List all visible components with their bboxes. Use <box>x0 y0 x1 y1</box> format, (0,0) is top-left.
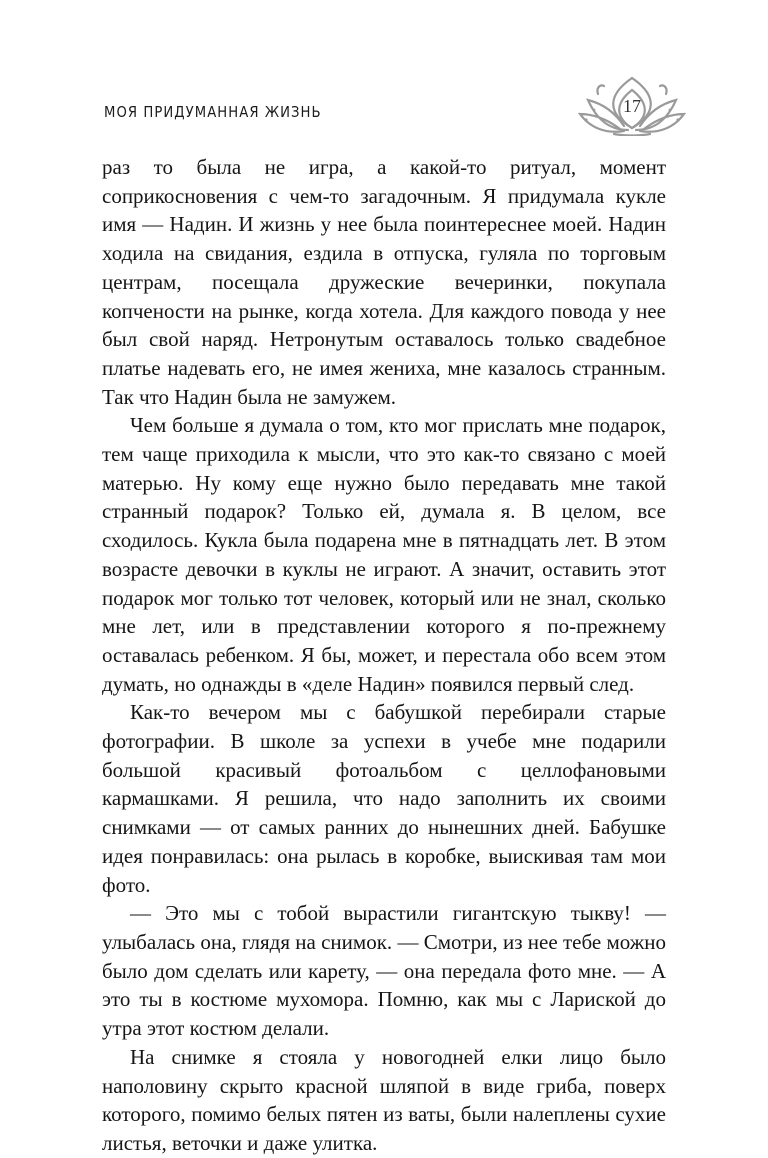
paragraph: На снимке я стояла у новогодней елки лицо было наполовину скрыто красной шляпой в виде гриба, поверх которого, помимо белых пятен из ваты, были налеплены сухие листья, веточки и даже улитка. <box>102 1044 666 1155</box>
page-number: 17 <box>623 96 641 116</box>
main-text <box>102 153 666 1158</box>
paragraph: Чем больше я думала о том, кто мог прислать мне подарок, тем чаще приходила к мысли, что это как-то связано с моей матерью. Ну кому еще нужно было передавать мне такой странный подарок? Только ей, думала я. В целом, все сходилось. Кукла была подарена мне в пятнадцать лет. В этом возрасте девочки в куклы не играют. А значит, оставить этот подарок мог только тот человек, который или не знал, сколько мне лет, или в представлении которого я по-прежнему оставалась ребенком. Я бы, может, и перестала обо всем этом думать, но однажды в «деле Надин» появился первый след. <box>102 413 666 696</box>
paragraph: Как-то вечером мы с бабушкой перебирали старые фотографии. В школе за успехи в учебе мне подарили большой красивый фотоальбом с целлофановыми кармашками. Я решила, что надо заполнить их своими снимками — от самых ранних до нынешних дней. Бабушке идея понравилась: она рылась в коробке, выискивая там мои фото. <box>102 700 666 897</box>
paragraph: раз то была не игра, а какой-то ритуал, момент соприкосновения с чем-то загадочным. Я придумала кукле имя — Надин. И жизнь у нее была поинтереснее моей. Надин ходила на свидания, ездила в отпуска, гуляла по торговым центрам, посещала дружеские вечеринки, покупала копчености на рынке, когда хотела. Для каждого повода у нее был свой наряд. Нетронутым оставалось только свадебное платье надевать его, не имея жениха, мне казалось странным. Так что Надин была не замужем. <box>102 155 666 409</box>
paragraph: — Это мы с тобой вырастили гигантскую тыкву! — улыбалась она, глядя на снимок. — Смотри, из нее тебе можно было дом сделать или карету, — она передала фото мне. — А это ты в костюме мухомора. Помню, как мы с Лариской до утра этот костюм делали. <box>102 901 666 1041</box>
running-head-title: МОЯ ПРИДУМАННАЯ ЖИЗНЬ <box>104 103 322 121</box>
